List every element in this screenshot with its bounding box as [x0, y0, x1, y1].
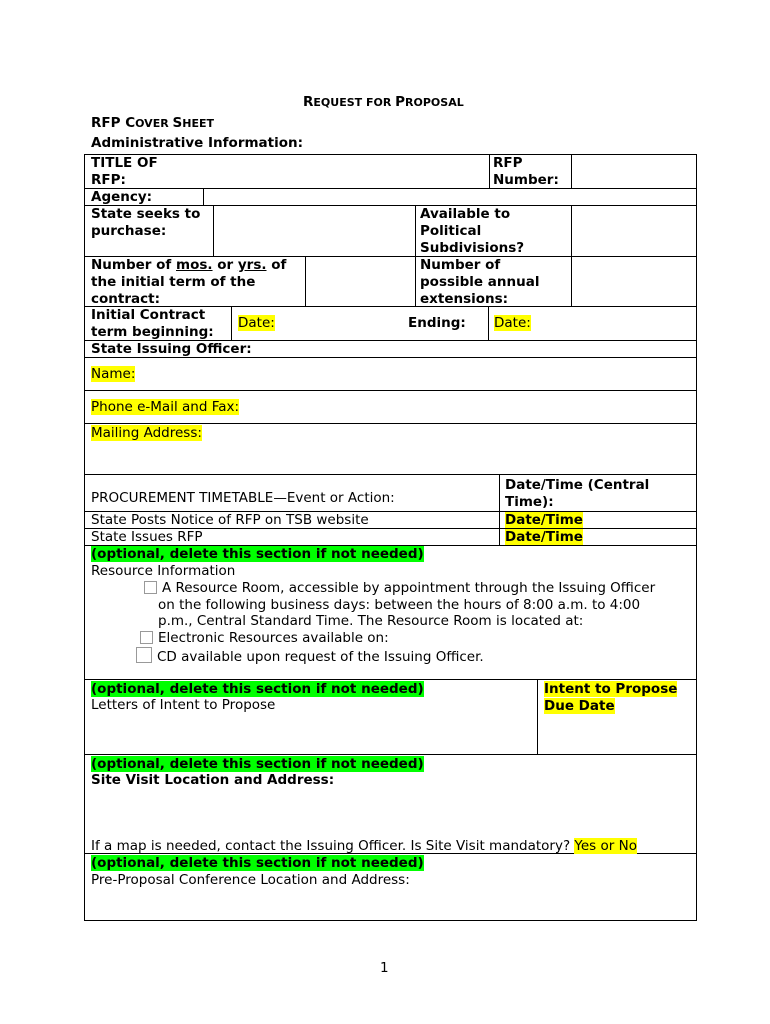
end-date-field[interactable]	[494, 315, 531, 332]
start-date-placeholder: Date:	[238, 315, 275, 331]
rfp-number-field[interactable]	[572, 155, 695, 188]
resource-room-line3: p.m., Central Standard Time. The Resource Room is located at:	[158, 613, 584, 629]
state-seeks-field[interactable]	[214, 206, 414, 256]
optional-note-intent: (optional, delete this section if not needed)	[91, 681, 424, 697]
issuing-officer-heading: State Issuing Officer:	[91, 341, 252, 357]
annual-extensions-label: Number of possible annual extensions:	[420, 257, 540, 307]
name-field[interactable]	[91, 366, 135, 383]
agency-field[interactable]	[204, 189, 695, 205]
optional-note-site-visit: (optional, delete this section if not needed)	[91, 756, 424, 772]
end-date-placeholder: Date:	[494, 315, 531, 331]
electronic-resources-item: Electronic Resources available on:	[140, 630, 389, 647]
datetime-header: Date/Time (Central Time):	[505, 477, 650, 510]
available-political-label: Available to Political Subdivisions?	[420, 206, 525, 256]
timetable-row-posts-notice-date[interactable]: Date/Time	[505, 512, 583, 528]
preproposal-label: Pre-Proposal Conference Location and Address:	[91, 872, 410, 888]
timetable-row-issues-rfp-date[interactable]: Date/Time	[505, 529, 583, 545]
timetable-header: PROCUREMENT TIMETABLE—Event or Action:	[91, 490, 395, 506]
annual-extensions-field[interactable]	[572, 257, 695, 306]
phone-email-fax-field[interactable]	[91, 399, 239, 416]
cd-available-item: CD available upon request of the Issuing Officer.	[136, 647, 484, 666]
optional-note-preproposal: (optional, delete this section if not needed)	[91, 855, 424, 871]
title-of-rfp-field[interactable]	[204, 155, 488, 188]
timetable-row-posts-notice: State Posts Notice of RFP on TSB website	[91, 512, 369, 528]
title-of-rfp-label: TITLE OF RFP:	[91, 155, 158, 188]
resource-room-line2: on the following business days: between the hours of 8:00 a.m. to 4:00	[158, 597, 641, 613]
document-title: REQUEST FOR PROPOSAL	[303, 94, 464, 110]
site-visit-label: Site Visit Location and Address:	[91, 772, 335, 788]
admin-info-heading: Administrative Information:	[91, 135, 304, 151]
agency-label: Agency:	[91, 189, 153, 205]
phone-email-fax-label: Phone e-Mail and Fax:	[91, 399, 240, 415]
optional-note-resource: (optional, delete this section if not needed)	[91, 546, 424, 562]
site-visit-mandatory-value[interactable]: Yes or No	[574, 838, 637, 854]
resource-room-item: A Resource Room, accessible by appointment through the Issuing Officer	[144, 580, 655, 597]
initial-contract-label: Initial Contract term beginning:	[91, 307, 214, 340]
mailing-address-field[interactable]	[91, 425, 202, 442]
start-date-field[interactable]	[238, 315, 275, 332]
name-label: Name:	[91, 366, 136, 382]
initial-term-field[interactable]	[306, 257, 414, 306]
letters-of-intent-label: Letters of Intent to Propose	[91, 697, 276, 713]
timetable-row-issues-rfp: State Issues RFP	[91, 529, 203, 545]
page-number: 1	[380, 960, 389, 976]
cover-sheet-heading: RFP COVER SHEET	[91, 115, 214, 131]
initial-term-label: Number of mos. or yrs. of the initial term of the contract:	[91, 257, 287, 307]
cd-available-checkbox[interactable]	[136, 647, 152, 663]
intent-due-date-label: Intent to Propose Due Date	[544, 681, 678, 714]
ending-label: Ending:	[408, 315, 466, 331]
resource-room-checkbox[interactable]	[144, 581, 157, 594]
state-seeks-label: State seeks to purchase:	[91, 206, 201, 239]
resource-info-heading: Resource Information	[91, 563, 236, 579]
rfp-number-label: RFP Number:	[493, 155, 559, 188]
site-visit-map-note: If a map is needed, contact the Issuing Officer. Is Site Visit mandatory? Yes or No	[91, 838, 637, 854]
electronic-resources-checkbox[interactable]	[140, 631, 153, 644]
available-political-field[interactable]	[572, 206, 695, 256]
mailing-address-label: Mailing Address:	[91, 425, 202, 441]
